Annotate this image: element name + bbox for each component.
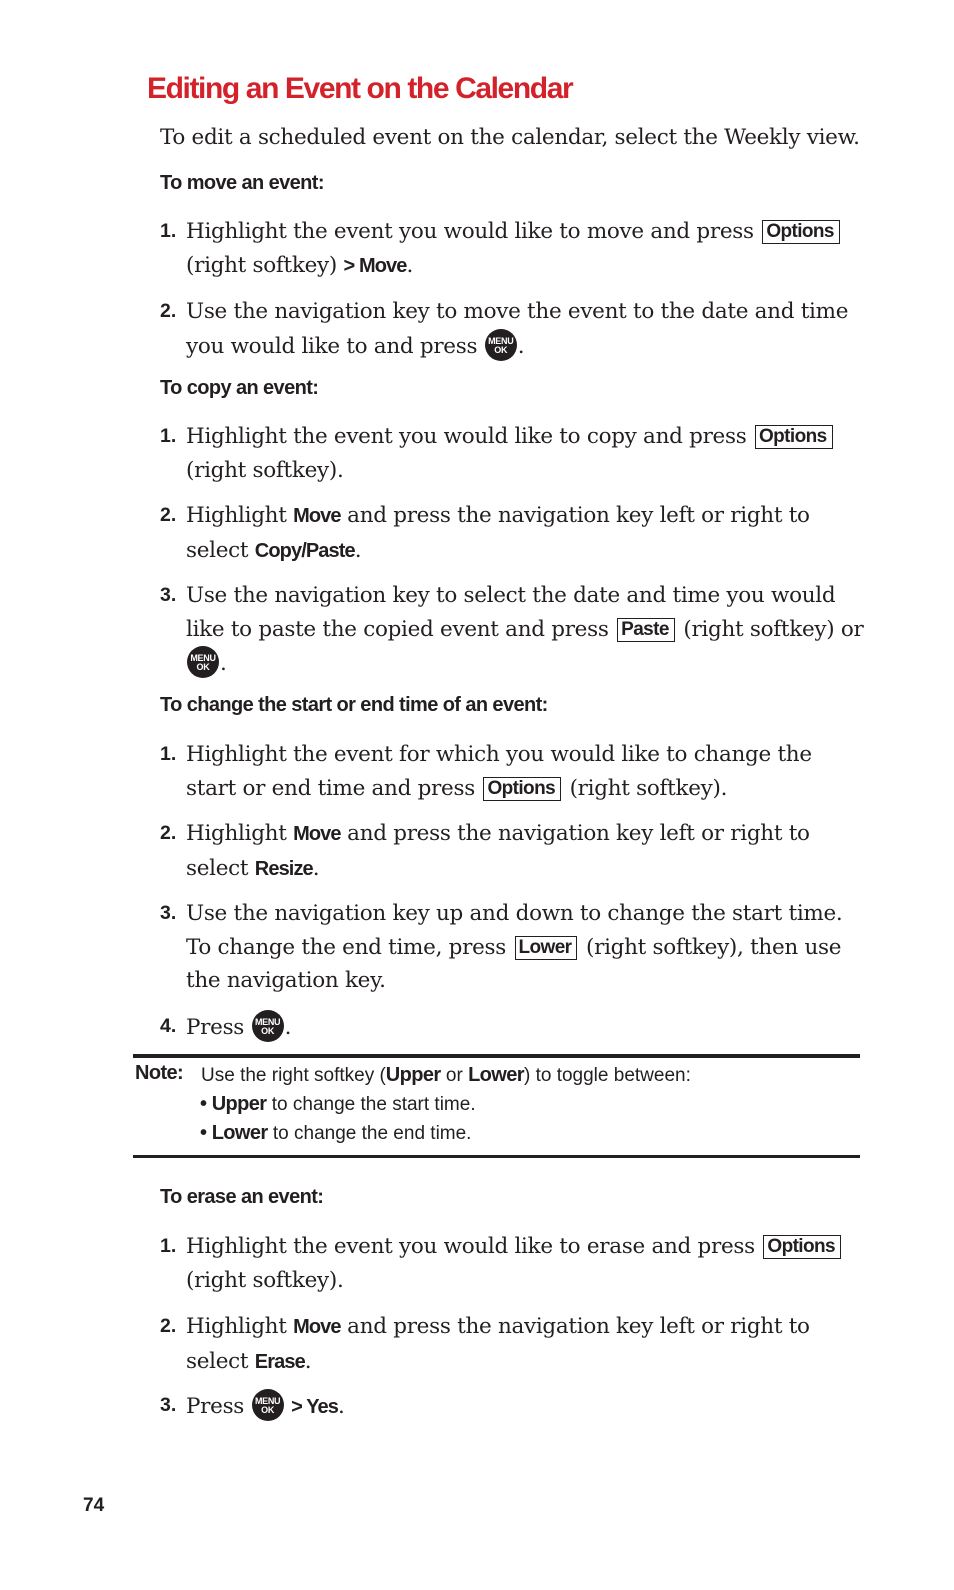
note-bold-lower: Lower	[468, 1064, 524, 1086]
options-softkey: Options	[483, 777, 561, 801]
note-text: to change the end time.	[272, 1123, 472, 1144]
step-text-part: .	[406, 252, 414, 278]
menu-item-resize: Resize	[254, 857, 313, 880]
step-text-part: .	[338, 1394, 345, 1419]
note-bold-lower: Lower	[211, 1122, 268, 1144]
step-text-part: Press	[186, 1394, 245, 1419]
options-softkey: Options	[755, 425, 833, 449]
note-bottom-rule	[133, 1155, 860, 1158]
step-text	[186, 817, 866, 886]
step-text-part: .	[284, 1015, 292, 1040]
step-number: 4.	[160, 1015, 177, 1037]
options-softkey: Options	[763, 1235, 841, 1259]
menu-ok-key-icon: MENU OK	[252, 1389, 284, 1421]
note-bullet-2	[200, 1122, 471, 1145]
step-text-part: Press	[186, 1015, 245, 1040]
step-text	[186, 579, 866, 681]
step-text	[186, 1010, 866, 1045]
step-text	[186, 420, 866, 487]
note-text: ) to toggle between:	[523, 1065, 691, 1086]
step-text-part: and press the navigation key left or right to select	[186, 821, 810, 881]
note-text: or	[445, 1065, 463, 1086]
note-bold-upper: Upper	[211, 1093, 267, 1115]
intro-text: To edit a scheduled event on the calendar, select the Weekly view.	[160, 125, 860, 150]
step-text-part: .	[220, 651, 227, 676]
step-text	[186, 499, 866, 568]
step-text-part: .	[354, 537, 362, 563]
lower-softkey: Lower	[515, 936, 578, 960]
step-text	[186, 897, 866, 998]
bullet: •	[200, 1093, 207, 1115]
step-number: 1.	[160, 743, 177, 765]
step-number: 3.	[160, 1394, 177, 1416]
step-text-part: .	[517, 333, 525, 359]
step-text-part: (right softkey).	[186, 1267, 344, 1293]
step-text-part: Highlight the event you would like to copy and press	[186, 424, 747, 449]
step-text-part: and press the navigation key left or right to select	[186, 503, 810, 563]
step-text-part: (right softkey).	[569, 775, 728, 801]
step-text-part: Highlight the event you would like to erase and press	[186, 1234, 755, 1259]
step-text-part: .	[312, 855, 320, 881]
step-text-part: .	[304, 1348, 312, 1374]
step-text-part: (right softkey), then use the navigation key.	[186, 934, 842, 993]
menu-ok-key-icon: MENU OK	[187, 646, 219, 678]
step-text	[186, 295, 866, 363]
step-text-part: (right softkey)	[186, 252, 337, 278]
note-line-1	[201, 1064, 691, 1087]
menu-item-move: Move	[293, 823, 341, 845]
step-number: 3.	[160, 902, 177, 924]
step-text-part: Use the navigation key to move the event to the date and time you would like to and press	[186, 299, 849, 359]
menu-item-copy-paste: Copy/Paste	[254, 539, 355, 562]
menu-ok-key-icon: MENU OK	[485, 329, 517, 361]
step-text	[186, 1230, 866, 1297]
menu-ok-key-icon: MENU OK	[252, 1010, 284, 1042]
step-text-part: (right softkey).	[186, 457, 344, 483]
erase-heading: To erase an event:	[160, 1186, 324, 1208]
step-text-part: and press the navigation key left or right to select	[186, 1314, 810, 1374]
menu-item-move: Move	[293, 505, 341, 527]
menu-path: > Move	[343, 254, 407, 277]
page-number: 74	[83, 1495, 105, 1516]
step-number: 1.	[160, 220, 177, 242]
note-text: Use the right softkey (	[201, 1065, 386, 1086]
page-title: Editing an Event on the Calendar	[147, 72, 573, 105]
step-text-part: Use the navigation key up and down to change the start time. To change the end time, press	[186, 901, 843, 960]
step-text-part: Use the navigation key to select the date and time you would like to paste the copied event and press	[186, 583, 836, 642]
step-text-part: Highlight the event you would like to move and press	[186, 219, 754, 244]
options-softkey: Options	[762, 220, 840, 244]
note-text: to change the start time.	[271, 1094, 476, 1115]
menu-item-yes: > Yes	[291, 1396, 338, 1418]
step-text-part: Highlight	[186, 1314, 287, 1339]
note-bold-upper: Upper	[385, 1064, 441, 1086]
note-bullet-1	[200, 1093, 476, 1116]
paste-softkey: Paste	[617, 618, 675, 642]
step-text	[186, 1310, 866, 1379]
step-text	[186, 1389, 866, 1425]
step-number: 1.	[160, 1235, 177, 1257]
step-text-part: Highlight	[186, 821, 287, 846]
menu-item-move: Move	[293, 1316, 341, 1338]
step-text	[186, 738, 866, 805]
copy-heading: To copy an event:	[160, 377, 319, 399]
step-number: 2.	[160, 1315, 177, 1337]
move-heading: To move an event:	[160, 172, 324, 194]
menu-item-erase: Erase	[254, 1350, 305, 1373]
step-text-part: Highlight the event for which you would like to change the start or end time and press	[186, 742, 812, 801]
step-text-part: (right softkey) or	[683, 616, 864, 642]
change-time-heading: To change the start or end time of an event:	[160, 694, 548, 716]
step-number: 2.	[160, 300, 177, 322]
note-top-rule	[133, 1054, 860, 1058]
step-number: 1.	[160, 425, 177, 447]
step-text	[186, 215, 866, 283]
bullet: •	[200, 1122, 207, 1144]
step-number: 2.	[160, 504, 177, 526]
step-number: 3.	[160, 584, 177, 606]
step-number: 2.	[160, 822, 177, 844]
step-text-part: Highlight	[186, 503, 287, 528]
note-label: Note:	[135, 1062, 184, 1084]
